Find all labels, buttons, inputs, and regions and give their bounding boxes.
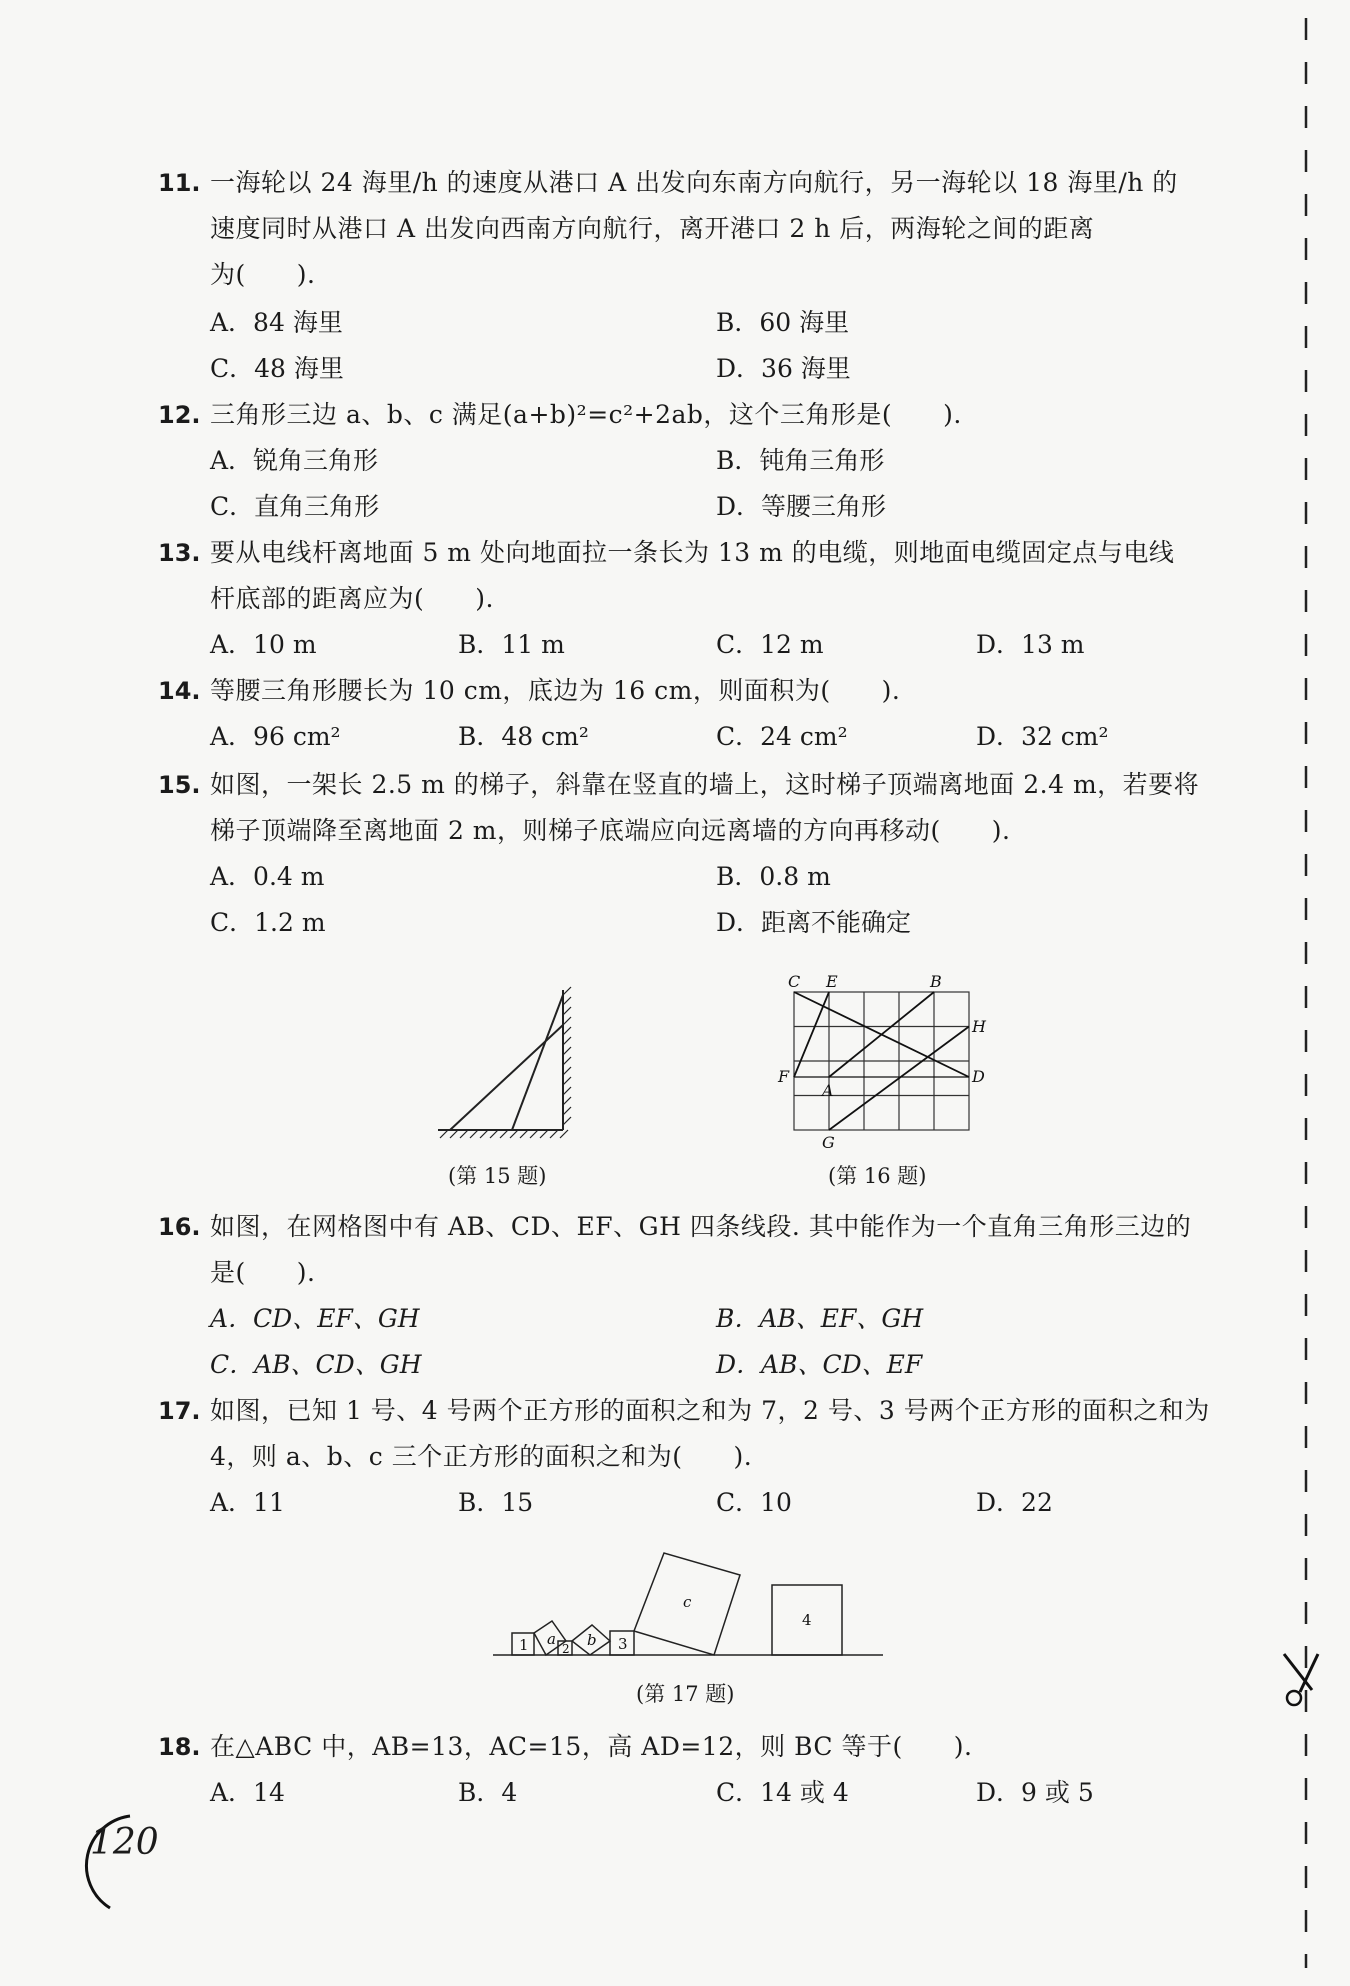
scissors-icon <box>1278 1650 1328 1710</box>
figure-16-caption: (第 16 题) <box>828 1164 927 1188</box>
question-12-option-d: D．等腰三角形 <box>716 492 887 521</box>
question-17-option-b: B．15 <box>458 1488 534 1517</box>
fig16-label-e: E <box>826 972 838 991</box>
figure-15-ladder <box>430 985 580 1145</box>
question-16-line-2: 是( ). <box>210 1258 316 1287</box>
question-16-option-c: C．AB、CD、GH <box>210 1350 422 1379</box>
question-12-line-1: 三角形三边 a、b、c 满足(a+b)²=c²+2ab，这个三角形是( ). <box>210 400 962 429</box>
question-18-option-b: B．4 <box>458 1778 518 1807</box>
question-12-option-b: B．钝角三角形 <box>716 446 885 475</box>
question-14-option-d: D．32 cm² <box>976 722 1109 751</box>
question-11-line-1: 一海轮以 24 海里/h 的速度从港口 A 出发向东南方向航行，另一海轮以 18 海里/h 的 <box>210 168 1178 197</box>
fig16-label-c: C <box>788 972 801 991</box>
question-14-line-1: 等腰三角形腰长为 10 cm，底边为 16 cm，则面积为( ). <box>210 676 901 705</box>
fig16-label-b: B <box>930 972 942 991</box>
question-13-option-d: D．13 m <box>976 630 1085 659</box>
question-18-option-c: C．14 或 4 <box>716 1778 849 1807</box>
question-12-option-c: C．直角三角形 <box>210 492 380 521</box>
figure-17-squares <box>488 1545 888 1665</box>
question-13-option-b: B．11 m <box>458 630 565 659</box>
question-15-option-b: B．0.8 m <box>716 862 831 891</box>
question-15-number: 15. <box>158 771 201 799</box>
question-17-number: 17. <box>158 1397 201 1425</box>
question-17-option-d: D．22 <box>976 1488 1053 1517</box>
question-11-option-a: A．84 海里 <box>210 308 343 337</box>
figure-17-caption: (第 17 题) <box>636 1682 735 1706</box>
question-11-option-c: C．48 海里 <box>210 354 344 383</box>
fig16-label-g: G <box>822 1133 835 1150</box>
question-18-option-d: D．9 或 5 <box>976 1778 1094 1807</box>
question-18-option-a: A．14 <box>210 1778 285 1807</box>
fig17-label-4: 4 <box>802 1611 812 1629</box>
question-11-option-d: D．36 海里 <box>716 354 851 383</box>
question-12-number: 12. <box>158 401 201 429</box>
question-13-option-c: C．12 m <box>716 630 824 659</box>
fig17-label-2: 2 <box>562 1642 570 1656</box>
fig17-label-1: 1 <box>519 1636 529 1654</box>
fig16-label-h: H <box>972 1017 986 1036</box>
question-17-line-2: 4，则 a、b、c 三个正方形的面积之和为( ). <box>210 1442 753 1471</box>
question-18-line-1: 在△ABC 中，AB=13，AC=15，高 AD=12，则 BC 等于( ). <box>210 1732 973 1761</box>
question-17-line-1: 如图，已知 1 号、4 号两个正方形的面积之和为 7，2 号、3 号两个正方形的面积之和为 <box>210 1396 1210 1425</box>
figure-16-grid <box>770 970 1000 1150</box>
question-13-option-a: A．10 m <box>210 630 317 659</box>
fig17-label-c: c <box>683 1593 692 1611</box>
question-14-option-a: A．96 cm² <box>210 722 341 751</box>
fig17-label-3: 3 <box>618 1635 628 1653</box>
question-13-number: 13. <box>158 539 201 567</box>
question-15-line-2: 梯子顶端降至离地面 2 m，则梯子底端应向远离墙的方向再移动( ). <box>210 816 1011 845</box>
question-13-line-1: 要从电线杆离地面 5 m 处向地面拉一条长为 13 m 的电缆，则地面电缆固定点与电线 <box>210 538 1175 567</box>
question-15-line-1: 如图，一架长 2.5 m 的梯子，斜靠在竖直的墙上，这时梯子顶端离地面 2.4 m，若要将 <box>210 770 1200 799</box>
question-16-option-b: B．AB、EF、GH <box>716 1304 924 1333</box>
question-16-option-a: A．CD、EF、GH <box>210 1304 420 1333</box>
question-11-number: 11. <box>158 169 201 197</box>
question-13-line-2: 杆底部的距离应为( ). <box>210 584 494 613</box>
question-11-option-b: B．60 海里 <box>716 308 850 337</box>
fig16-label-a: A <box>822 1081 834 1100</box>
question-11-line-2: 速度同时从港口 A 出发向西南方向航行，离开港口 2 h 后，两海轮之间的距离 <box>210 214 1095 243</box>
question-11-line-3: 为( ). <box>210 260 316 289</box>
page-number: 120 <box>90 1822 159 1863</box>
question-17-option-a: A．11 <box>210 1488 285 1517</box>
question-16-line-1: 如图，在网格图中有 AB、CD、EF、GH 四条线段. 其中能作为一个直角三角形三边的 <box>210 1212 1192 1241</box>
question-16-option-d: D．AB、CD、EF <box>716 1350 923 1379</box>
fig17-label-a: a <box>547 1630 556 1648</box>
question-15-option-c: C．1.2 m <box>210 908 326 937</box>
question-16-number: 16. <box>158 1213 201 1241</box>
question-12-option-a: A．锐角三角形 <box>210 446 379 475</box>
question-14-number: 14. <box>158 677 201 705</box>
question-14-option-b: B．48 cm² <box>458 722 589 751</box>
question-18-number: 18. <box>158 1733 201 1761</box>
question-15-option-a: A．0.4 m <box>210 862 325 891</box>
figure-15-caption: (第 15 题) <box>448 1164 547 1188</box>
fig16-label-f: F <box>778 1067 790 1086</box>
fig17-label-b: b <box>587 1631 597 1649</box>
question-15-option-d: D．距离不能确定 <box>716 908 912 937</box>
question-14-option-c: C．24 cm² <box>716 722 848 751</box>
fig16-label-d: D <box>972 1067 985 1086</box>
question-17-option-c: C．10 <box>716 1488 792 1517</box>
